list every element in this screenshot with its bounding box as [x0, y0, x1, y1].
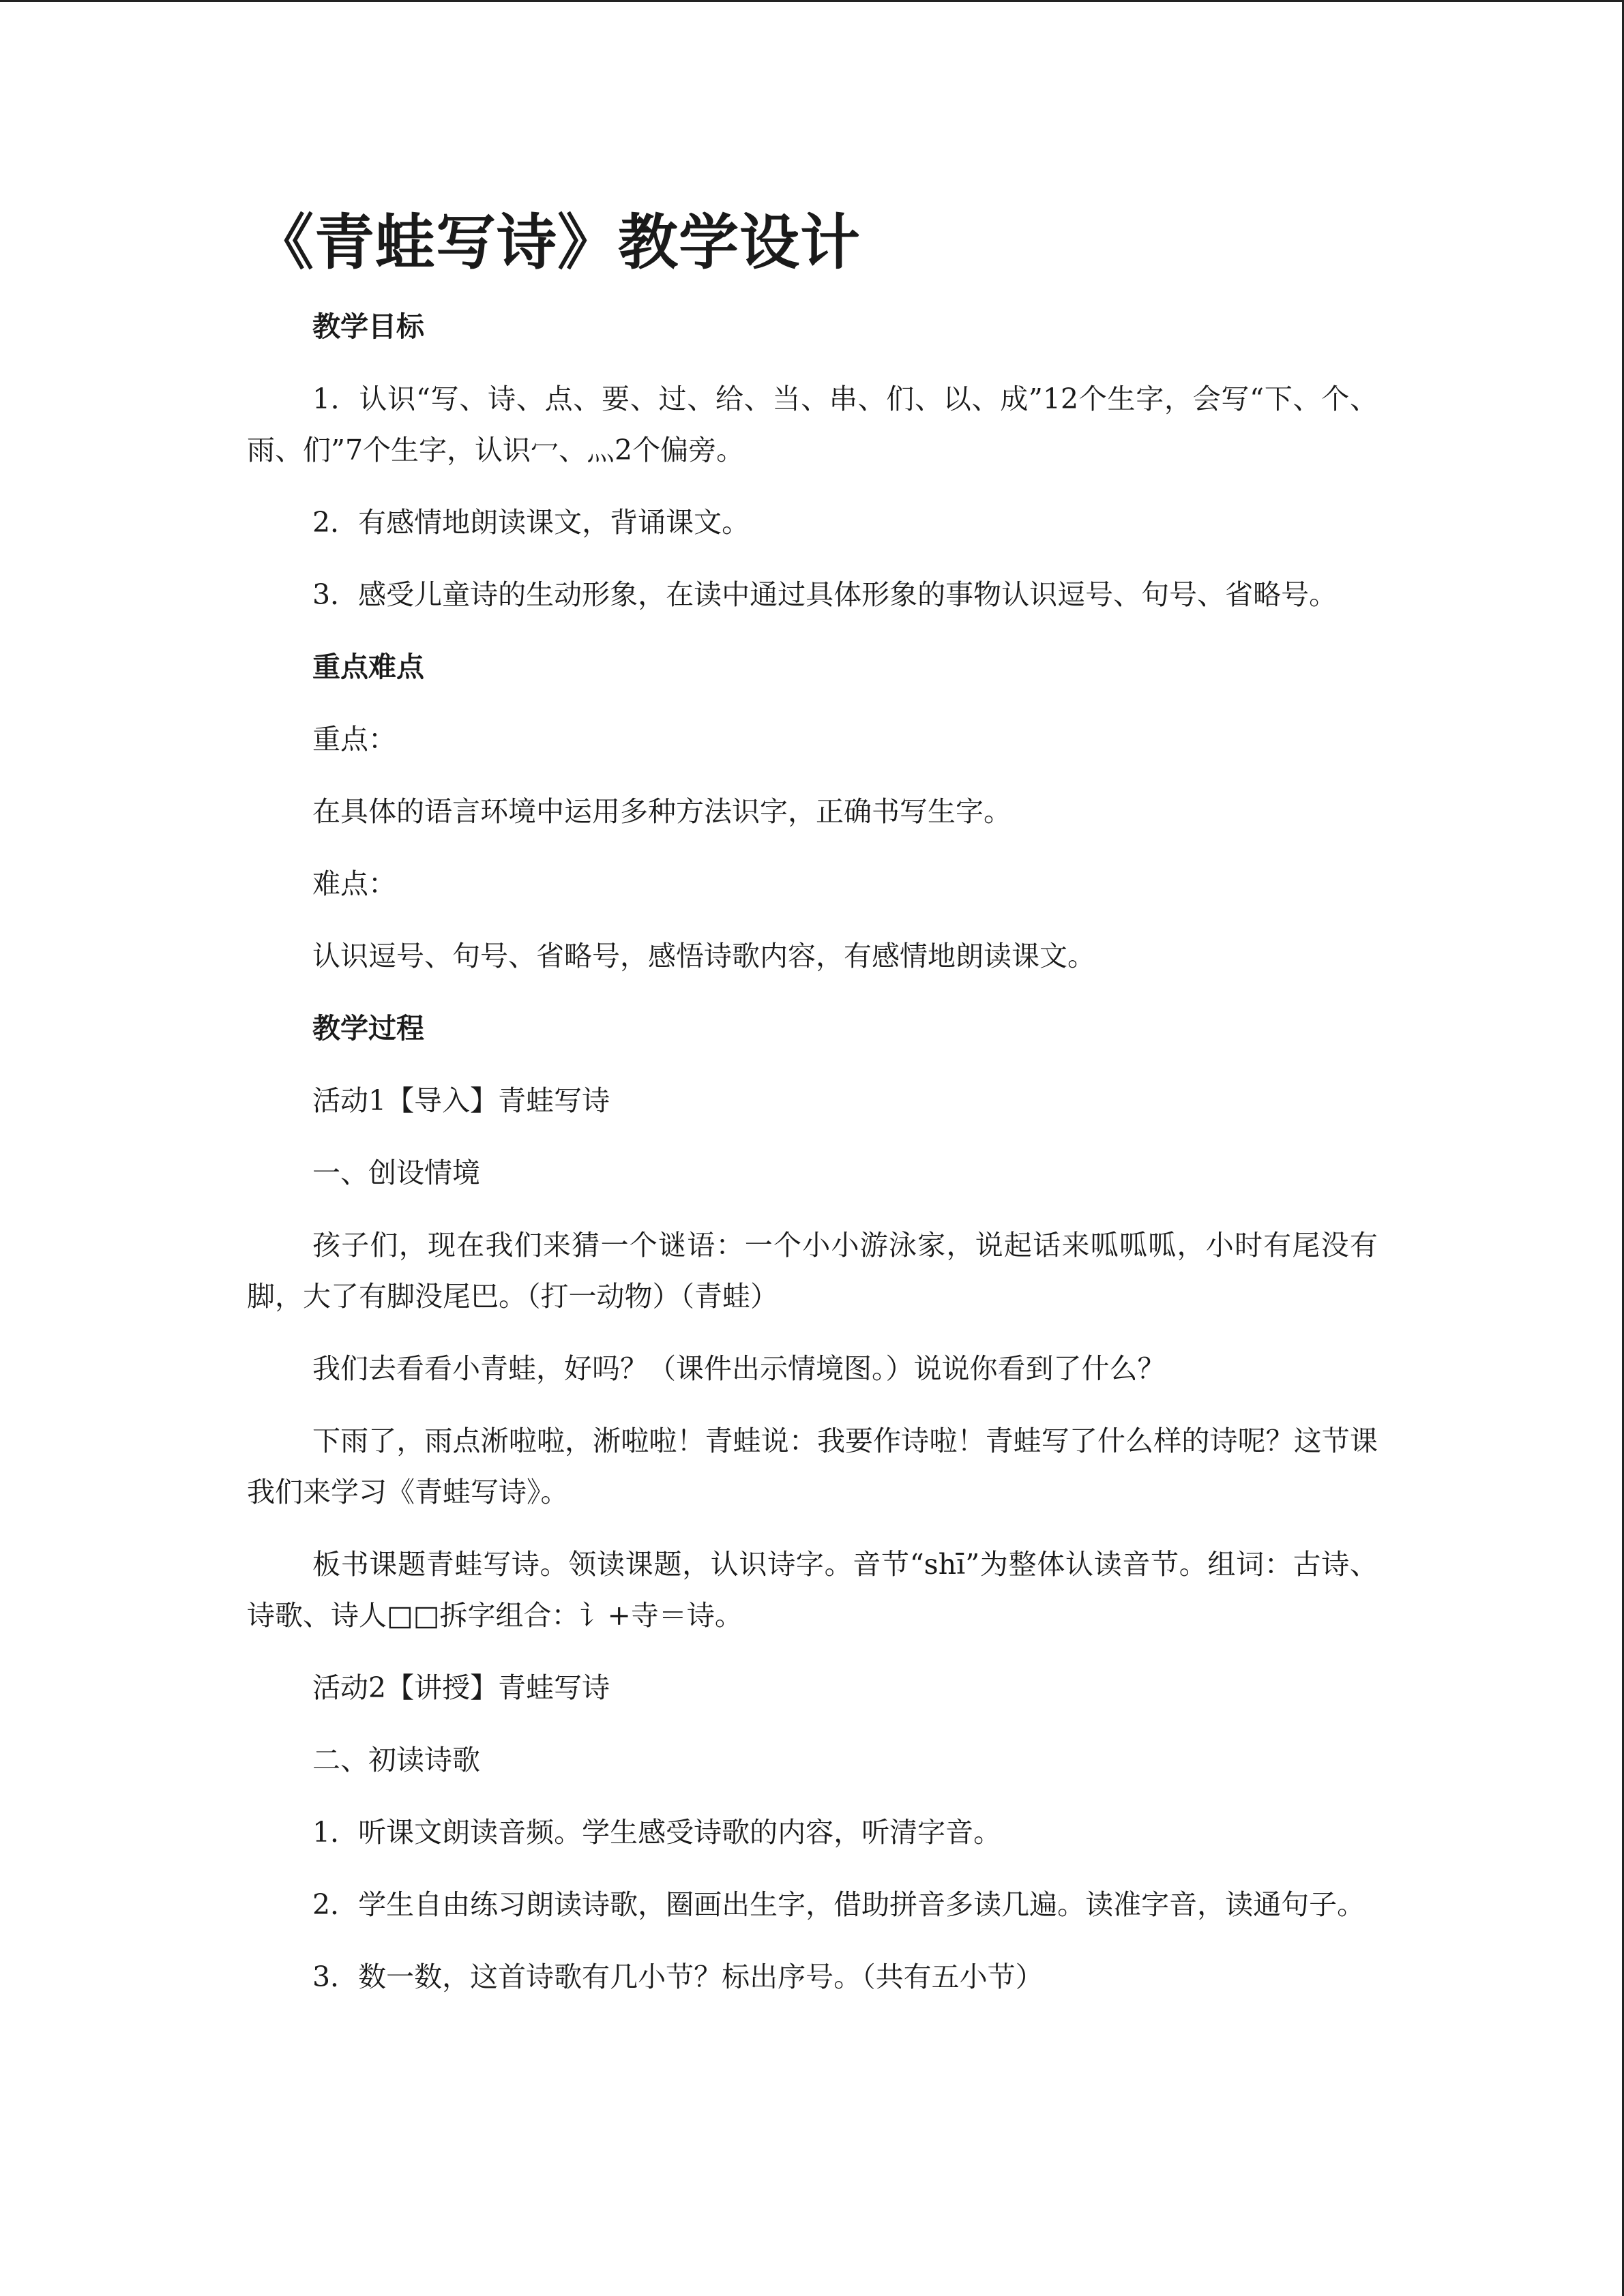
paragraph: 重点：: [312, 723, 396, 756]
paragraph: 3．感受儿童诗的生动形象，在读中通过具体形象的事物认识逗号、句号、省略号。: [312, 578, 1338, 611]
paragraph: 一、创设情境: [312, 1157, 480, 1189]
paragraph: 难点：: [312, 867, 396, 900]
paragraph: 活动1【导入】青蛙写诗: [312, 1084, 610, 1117]
section-heading-key-points: 重点难点: [312, 651, 424, 683]
paragraph: 认识逗号、句号、省略号，感悟诗歌内容，有感情地朗读课文。: [312, 940, 1095, 972]
paragraph: 孩子们，现在我们来猜一个谜语：一个小小游泳家，说起话来呱呱呱，小时有尾没有脚，大了有脚没尾巴。（打一动物）（青蛙）: [247, 1229, 1378, 1313]
document-body: [247, 198, 1378, 2024]
paragraph: 板书课题青蛙写诗。领读课题，认识诗字。音节“shī”为整体认读音节。组词：古诗、诗歌、诗人□□拆字组合：讠+寺＝诗。: [247, 1548, 1378, 1632]
section-heading-goals: 教学目标: [312, 310, 424, 343]
paragraph: 二、初读诗歌: [312, 1744, 480, 1776]
paragraph: 我们去看看小青蛙，好吗？（课件出示情境图。）说说你看到了什么？: [312, 1352, 1166, 1385]
paragraph: 下雨了，雨点淅啦啦，淅啦啦！青蛙说：我要作诗啦！青蛙写了什么样的诗呢？这节课我们来学习《青蛙写诗》。: [247, 1425, 1378, 1508]
document-title: 《青蛙写诗》教学设计: [254, 207, 861, 278]
paragraph: 1．认识“写、诗、点、要、过、给、当、串、们、以、成”12个生字，会写“下、个、雨、们”7个生字，认识冖、灬2个偏旁。: [247, 383, 1378, 466]
paragraph: 1．听课文朗读音频。学生感受诗歌的内容，听清字音。: [312, 1816, 1002, 1849]
section-heading-process: 教学过程: [312, 1012, 424, 1045]
page-top-border: [0, 0, 1624, 2]
paragraph: 2．学生自由练习朗读诗歌，圈画出生字，借助拼音多读几遍。读准字音，读通句子。: [312, 1888, 1365, 1921]
paragraph: 活动2【讲授】青蛙写诗: [312, 1671, 610, 1704]
paragraph: 在具体的语言环境中运用多种方法识字，正确书写生字。: [312, 795, 1012, 828]
paragraph: 3．数一数，这首诗歌有几小节？标出序号。（共有五小节）: [312, 1960, 1044, 1993]
paragraph: 2．有感情地朗读课文，背诵课文。: [312, 506, 750, 539]
